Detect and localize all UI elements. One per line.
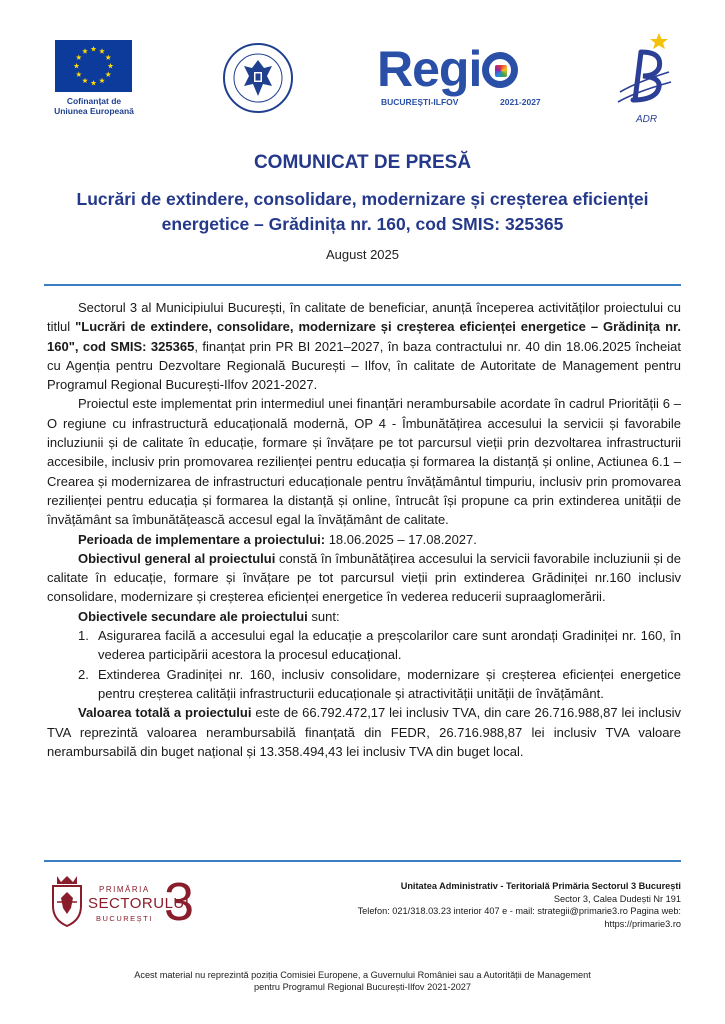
secondary-objectives-list: [47, 626, 681, 703]
total-value-label: Valoarea totală a proiectului: [78, 705, 252, 721]
list-item-number: 1.: [78, 628, 89, 644]
paragraph-intro: [47, 298, 681, 394]
project-title-inline: "Lucrări de extindere, consolidare, modernizare și creșterea eficienței energetice – Grădinița nr. 160", cod SMIS: 325365: [47, 319, 681, 354]
regio-logo: [377, 41, 518, 97]
contact-address: Sector 3, Calea Dudești Nr 191: [553, 893, 681, 904]
eu-star-icon: [99, 48, 105, 53]
period-label: Perioada de implementare a proiectului:: [78, 531, 326, 547]
regio-o-icon: [482, 52, 518, 88]
eu-star-icon: [82, 48, 88, 53]
eu-flag-logo: [55, 40, 132, 92]
eu-star-icon: [108, 63, 114, 68]
coat-of-arms-icon: [49, 872, 85, 928]
secondary-objectives-suffix: sunt:: [307, 608, 340, 624]
intro-text: Sectorul 3 al Municipiului București, în calitate de beneficiar, anunță începerea activităților proiectului cu titlul: [47, 300, 681, 335]
government-logo: [222, 42, 294, 114]
eu-star-icon: [82, 78, 88, 83]
eu-star-icon: [105, 55, 111, 60]
regio-region: BUCUREȘTI-ILFOV: [381, 97, 459, 107]
list-item-number: 2.: [78, 666, 89, 682]
government-seal-icon: [222, 42, 294, 114]
sector3-coat-of-arms: [49, 872, 85, 928]
period-value: 18.06.2025 – 17.08.2027.: [325, 531, 477, 547]
sector3-logo-city: BUCUREȘTI: [96, 914, 153, 923]
eu-star-icon: [76, 55, 82, 60]
project-subtitle: Lucrări de extindere, consolidare, modernizare și creșterea eficienței energetice – Grădinița nr. 160, cod SMIS: 325365: [76, 189, 649, 234]
disclaimer-line2: pentru Programul Regional București-Ilfov 2021-2027: [253, 982, 472, 992]
sector3-logo-sector: SECTORULUI: [88, 895, 190, 912]
regio-years: 2021-2027: [500, 97, 541, 107]
sector3-logo-primaria: PRIMĂRIA: [99, 885, 150, 894]
general-objective-text: constă în îmbunătățirea accesului la servicii favorabile incluziunii și de calitate în educație, formare și învățare pe tot parcursul vieții prin extinderea Grădiniței nr.160 inclusiv consolidare, modernizare și creșterea eficienței energetice în vederea reducerii supraaglomerării.: [47, 550, 681, 605]
eu-caption-line2: Uniunea Europeană: [54, 106, 134, 116]
eu-star-icon: [105, 72, 111, 77]
eu-stars-icon: [55, 40, 132, 92]
sector3-logo-three: 3: [164, 872, 195, 932]
intro-text-end: , finanțat prin PR BI 2021–2027, în baza contractului nr. 40 din 18.06.2025 încheiat cu Agenția pentru Dezvoltare Regională București – Ilfov, în calitate de Autoritate de Management pentru Programul Regional București-Ilfov 2021-2027.: [47, 338, 681, 393]
disclaimer-line1: Acest material nu reprezintă poziția Comisiei Europene, a Guvernului României sau a Autorității de Management: [134, 970, 591, 980]
eu-caption-line1: Cofinanțat de: [66, 96, 122, 106]
regio-word: Regi: [377, 41, 482, 97]
press-release-body: [47, 298, 681, 761]
paragraph-funding: Proiectul este implementat prin intermediul unei finanțări nerambursabile acordate în cadrul Priorității 6 – O regiune cu infrastructură educațională modernă, OP 4 - Îmbunătățirea accesului la servicii și favorabile incluziunii și de calitate în educație, formare și învățare pe tot parcursul vieții prin dezvoltarea infrastructurii accesibile, inclusiv prin promovarea rezilienței pentru educația și formarea la distanță și online, Actiunea 6.1 – Crearea și modernizarea de infrastructuri educaționale pentru învățământul timpuriu, inclusiv prin promovarea rezilienței pentru educația și formarea la distanță și online, întrucât își propune ca prin extinderea unității de învățământ sa îmbunătățească accesul egal la învățământ de calitate.: [47, 396, 681, 528]
eu-star-icon: [91, 46, 97, 51]
total-value-text: este de 66.792.472,17 lei inclusiv TVA, din care 26.716.988,87 lei inclusiv TVA reprezintă valoarea nerambursabilă finanțată din FEDR, 26.716.988,87 lei inclusiv TVA valoare nerambursabilă din buget național și 13.358.494,43 lei inclusiv TVA din buget local.: [47, 705, 681, 759]
paragraph-period: [47, 530, 681, 549]
top-divider: [44, 284, 681, 286]
page-title: COMUNICAT DE PRESĂ: [253, 152, 472, 173]
list-item-text: Extinderea Gradiniței nr. 160, inclusiv consolidare, modernizare și creșterea eficienței energetice pentru creșterea calității infrastructurii educaționale și atractivității unității de învățământ.: [98, 666, 681, 701]
contact-phone-email: Telefon: 021/318.03.23 interior 407 e - mail: strategii@primarie3.ro Pagina web:: [357, 906, 681, 916]
list-item-text: Asigurarea facilă a accesului egal la educație a preșcolarilor care sunt arondați Gradiniței nr. 160, în vederea participării acestora la procesul educațional.: [98, 628, 681, 663]
general-objective-label: Obiectivul general al proiectului: [78, 550, 276, 566]
paragraph-total-value: [47, 703, 681, 761]
eu-star-icon: [74, 63, 80, 68]
eu-caption: [44, 96, 144, 116]
contact-block: [300, 880, 681, 930]
paragraph-general-objective: [47, 549, 681, 607]
eu-star-icon: [91, 80, 97, 85]
contact-title: Unitatea Administrativ - Teritorială Primăria Sectorul 3 București: [400, 881, 681, 891]
list-item: [78, 665, 681, 704]
contact-website: https://primarie3.ro: [604, 918, 681, 929]
adr-text: ADR: [636, 114, 658, 125]
eu-star-icon: [99, 78, 105, 83]
bottom-divider: [44, 860, 681, 862]
disclaimer: [60, 969, 665, 993]
secondary-objectives-label: Obiectivele secundare ale proiectului: [78, 608, 308, 624]
list-item: [78, 626, 681, 665]
eu-star-icon: [76, 72, 82, 77]
release-date: August 2025: [325, 247, 399, 262]
paragraph-secondary-objectives: [47, 607, 681, 626]
